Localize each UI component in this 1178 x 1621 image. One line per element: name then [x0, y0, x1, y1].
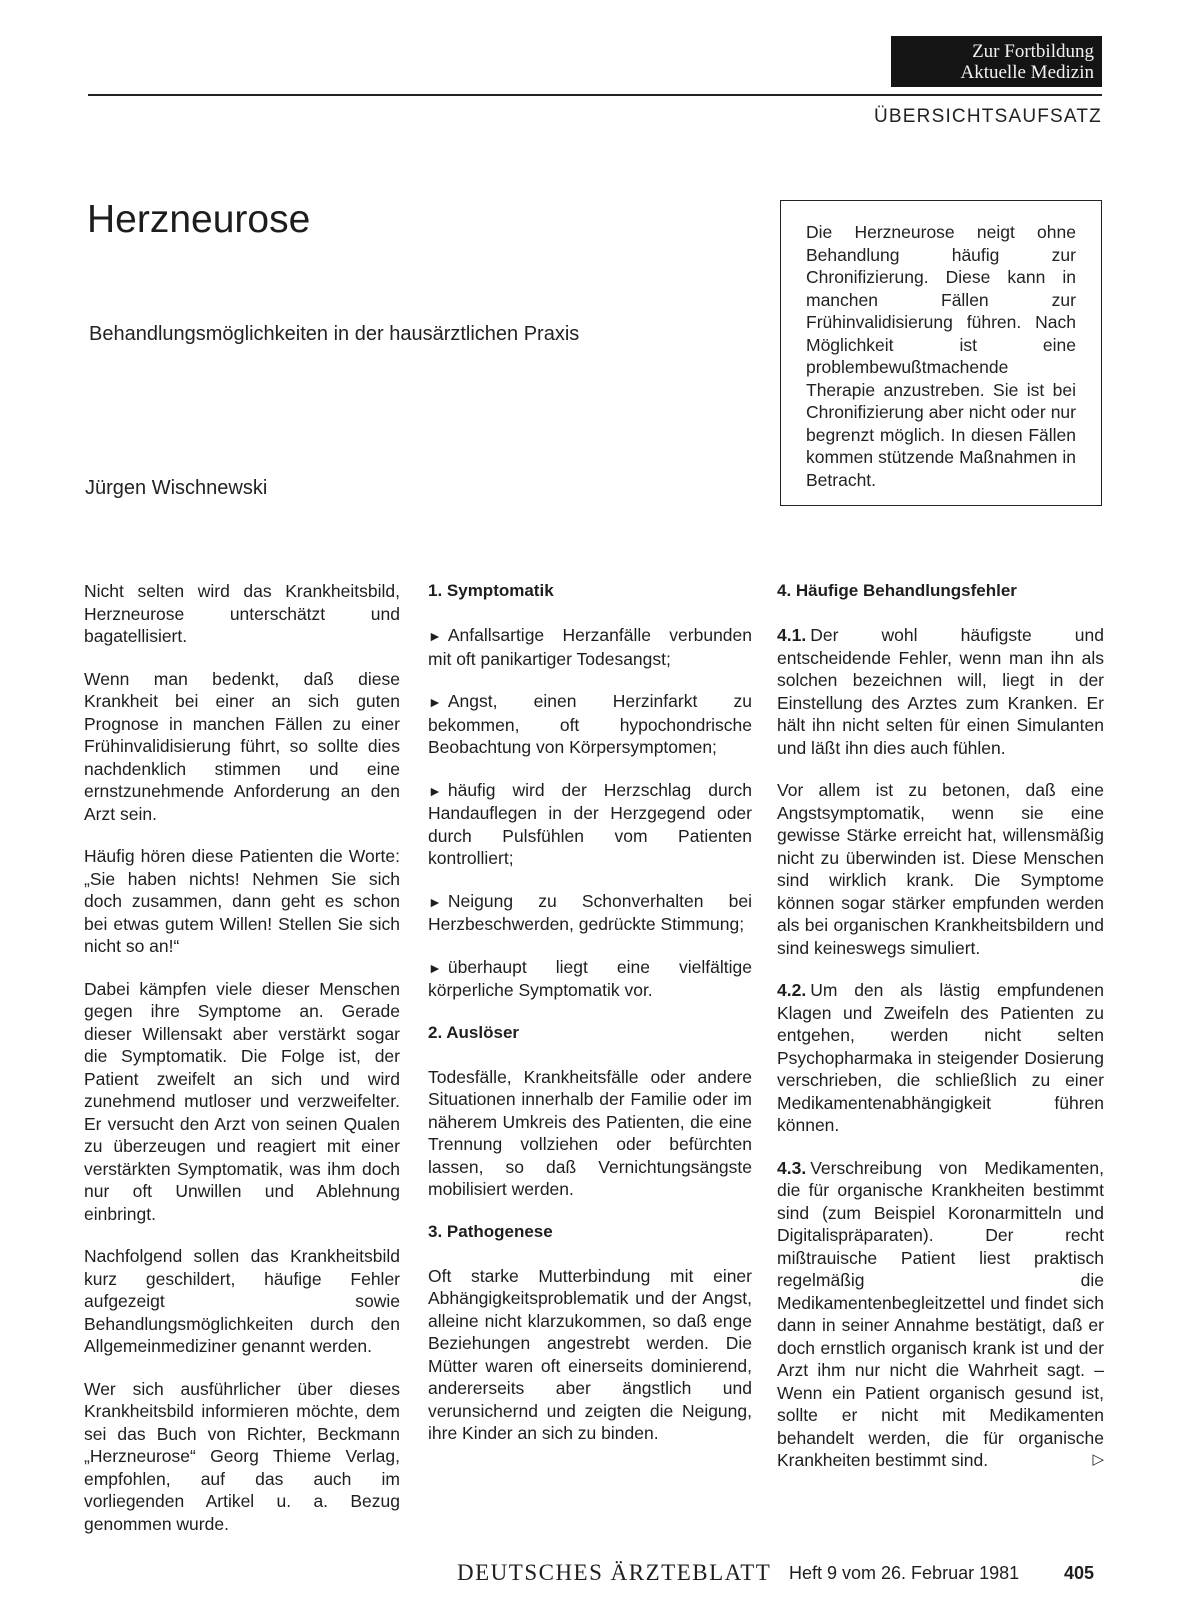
pathogenese-paragraph: Oft starke Mutterbindung mit einer Abhängigkeitsproblematik und der Angst, alleine nicht klarzukommen, so daß enge Beziehungen angestrebt werden. Die Mütter waren oft einerseits dominierend, andererseits aber ängstlich und verunsichernd und zeigten die Neigung, ihre Kinder an sich zu binden.	[428, 1265, 752, 1443]
column-3	[777, 580, 1104, 1492]
bullet-text: Anfallsartige Herzanfälle verbunden mit oft panikartiger Todesangst;	[428, 625, 752, 669]
article-subtitle: Behandlungsmöglichkeiten in der hausärztlichen Praxis	[89, 323, 580, 345]
bullet-item	[428, 890, 752, 936]
heading-symptomatik: 1. Symptomatik	[428, 581, 554, 600]
intro-paragraph-2: Wenn man bedenkt, daß diese Krankheit bei einer an sich guten Prognose in manchen Fällen zu einer Frühinvalidisierung führt, so sollte dies nachdenklich stimmen und eine ernstzunehmende Anforderung an den Arzt sein.	[84, 668, 400, 824]
ausloeser-paragraph: Todesfälle, Krankheitsfälle oder andere Situationen innerhalb der Familie oder im näherem Umkreis des Patienten, die eine Trennung vollziehen oder befürchten lassen, so daß Vernichtungsängste mobilisiert werden.	[428, 1066, 752, 1199]
bullet-text: Angst, einen Herzinfarkt zu bekommen, oft hypochondrische Beobachtung von Körpersymptomen;	[428, 691, 752, 757]
heading-behandlungsfehler: 4. Häufige Behandlungsfehler	[777, 581, 1017, 600]
journal-name: DEUTSCHES ÄRZTEBLATT	[457, 1560, 772, 1585]
section-4-1-continuation: Vor allem ist zu betonen, daß eine Angstsymptomatik, wenn sie eine gewisse Stärke erreicht hat, willensmäßig nicht zu überwinden ist. Diese Menschen sind wirklich krank. Die Symptome können sogar stärker empfunden werden als bei organischen Krankheitsbildern und sind keineswegs simuliert.	[777, 780, 1104, 958]
bullet-item	[428, 956, 752, 1002]
section-label: ÜBERSICHTSAUFSATZ	[873, 106, 1102, 127]
page-number: 405	[1064, 1563, 1095, 1583]
section-text: Verschreibung von Medikamenten, die für organische Krankheiten bestimmt sind (zum Beispiel Koronarmitteln und Digitalispräparaten). Der recht mißtrauische Patient liest praktisch regelmäßig die Medikamentenbegleitzettel und findet sich dann in seiner Annahme bestätigt, daß er doch ernstlich organisch krank ist und der Arzt ihm nur nicht die Wahrheit sagt. – Wenn ein Patient organisch gesund ist, sollte er nicht mit Medikamenten behandelt werden, die für organische Krankheiten bestimmt sind.	[777, 1157, 1104, 1470]
heading-ausloeser: 2. Auslöser	[428, 1022, 520, 1042]
section-4-3-paragraph	[777, 1157, 1104, 1472]
abstract-text: Die Herzneurose neigt ohne Behandlung häufig zur Chronifizierung. Diese kann in manchen Fällen zur Frühinvalidisierung führen. Nach Möglichkeit ist eine problembewußtmachende Therapie anzustreben. Sie ist bei Chronifizierung aber nicht oder nur begrenzt möglich. In diesen Fällen kommen stützende Maßnahmen in Betracht.	[806, 222, 1076, 490]
triangle-bullet-icon: ►	[428, 893, 442, 910]
bullet-text: überhaupt liegt eine vielfältige körperliche Symptomatik vor.	[428, 956, 752, 1000]
section-number: 4.1.	[777, 625, 807, 645]
article-title: Herzneurose	[87, 198, 311, 241]
issue-info: Heft 9 vom 26. Februar 1981	[789, 1563, 1020, 1583]
intro-paragraph-1: Nicht selten wird das Krankheitsbild, Herzneurose unterschätzt und bagatellisiert.	[84, 581, 400, 646]
section-number: 4.3.	[777, 1157, 807, 1178]
rubric-line-1: Zur Fortbildung	[972, 41, 1094, 62]
section-text: Um den als lästig empfundenen Klagen und Zweifeln des Patienten zu entgehen, werden nicht selten Psychopharmaka in steigender Dosierung verschrieben, die schließlich zu einer Medikamentenabhängigkeit führen können.	[777, 980, 1104, 1135]
triangle-bullet-icon: ►	[428, 694, 442, 710]
section-4-2-paragraph	[777, 979, 1104, 1137]
section-4-1-paragraph	[777, 624, 1104, 759]
bullet-item	[428, 624, 752, 670]
bullet-item	[428, 690, 752, 759]
abstract-box	[780, 200, 1102, 506]
intro-paragraph-4: Dabei kämpfen viele dieser Menschen gegen ihre Symptome an. Gerade dieser Willensakt aber verstärkt sogar die Symptomatik. Die Folge ist, der Patient zweifelt an sich und wird zunehmend mutloser und verzweifelter. Er versucht den Arzt von seinen Qualen zu überzeugen und reagiert mit einer verstärkten Symptomatik, was ihm doch nur oft Unwillen und Ablehnung einbringt.	[84, 978, 400, 1224]
rubric-line-2: Aktuelle Medizin	[960, 62, 1094, 83]
bullet-text: Neigung zu Schonverhalten bei Herzbeschwerden, gedrückte Stimmung;	[428, 890, 752, 934]
column-2	[428, 580, 752, 1465]
intro-paragraph-6: Wer sich ausführlicher über dieses Krankheitsbild informieren möchte, dem sei das Buch von Richter, Beckmann „Herzneurose“ Georg Thieme Verlag, empfohlen, auf das auch im vorliegenden Artikel u. a. Bezug genommen wurde.	[84, 1378, 400, 1534]
header-rule	[88, 94, 1102, 96]
section-number: 4.2.	[777, 980, 807, 1000]
intro-paragraph-5: Nachfolgend sollen das Krankheitsbild kurz geschildert, häufige Fehler aufgezeigt sowie Behandlungsmöglichkeiten durch den Allgemeinmediziner genannt werden.	[84, 1246, 400, 1356]
article-author: Jürgen Wischnewski	[85, 477, 268, 499]
column-1	[84, 580, 400, 1555]
triangle-bullet-icon: ►	[428, 628, 442, 644]
heading-pathogenese: 3. Pathogenese	[428, 1221, 553, 1241]
triangle-bullet-icon: ►	[428, 782, 442, 799]
section-text: Der wohl häufigste und entscheidende Fehler, wenn man ihn als solchen bezeichnen will, liegt in der Einstellung des Arztes zum Kranken. Er hält ihn nicht selten für einen Simulanten und läßt ihn dies auch fühlen.	[777, 625, 1104, 758]
continue-arrow-icon: ▷	[1092, 1451, 1104, 1468]
rubric-badge	[891, 36, 1102, 87]
intro-paragraph-3: Häufig hören diese Patienten die Worte: „Sie haben nichts! Nehmen Sie sich doch zusammen, dann geht es schon bei etwas gutem Willen! Stellen Sie sich nicht so an!“	[84, 846, 400, 956]
bullet-item	[428, 779, 752, 870]
triangle-bullet-icon: ►	[428, 959, 442, 976]
bullet-text: häufig wird der Herzschlag durch Handauflegen in der Herzgegend oder durch Pulsfühlen vom Patienten kontrolliert;	[428, 779, 752, 868]
